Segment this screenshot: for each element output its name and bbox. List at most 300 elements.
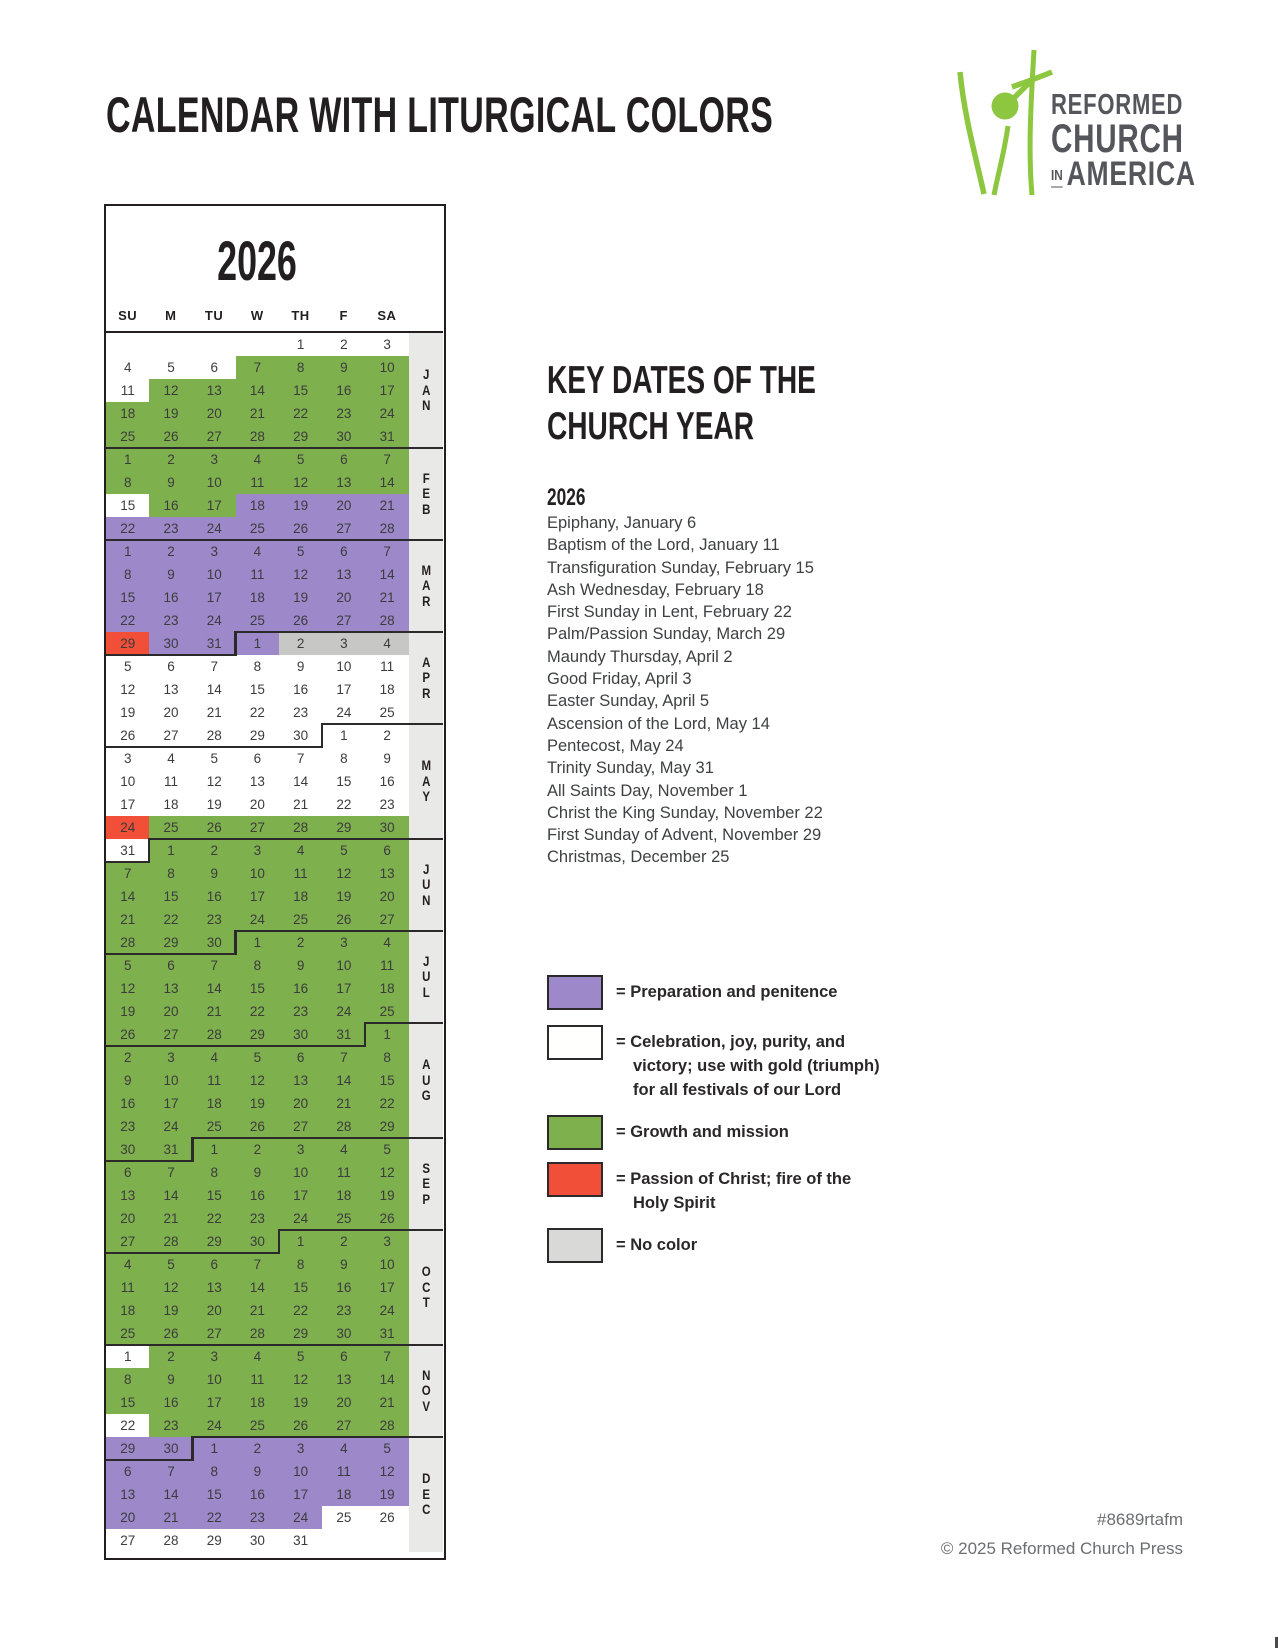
day-cell-aug-22 [365, 1092, 409, 1115]
day-cell-sep-4 [322, 1138, 366, 1161]
day-cell-jun-6 [365, 839, 409, 862]
day-number: 12 [293, 567, 309, 582]
day-cell-dec-20 [106, 1506, 150, 1529]
day-cell-sep-14 [149, 1184, 193, 1207]
day-cell-jun-24 [236, 908, 280, 931]
day-cell-mar-26 [279, 609, 323, 632]
day-number: 16 [206, 889, 222, 904]
day-cell-may-14 [279, 770, 323, 793]
day-number: 24 [379, 1303, 395, 1318]
day-number: 19 [293, 1395, 309, 1410]
legend-label-line: = Preparation and penitence [616, 983, 838, 1001]
day-cell-aug-8 [365, 1046, 409, 1069]
day-cell-feb-6 [322, 448, 366, 471]
day-number: 2 [296, 935, 305, 950]
month-label-letter: P [421, 1191, 430, 1207]
day-number: 2 [340, 337, 348, 352]
day-cell-nov-13 [322, 1368, 366, 1391]
day-number: 27 [120, 1234, 136, 1249]
day-cell-sep-18 [322, 1184, 366, 1207]
day-cell-aug-27 [279, 1115, 323, 1138]
day-number: 31 [379, 1326, 395, 1341]
day-number: 18 [206, 1096, 222, 1111]
day-cell-mar-18 [236, 586, 280, 609]
day-cell-sep-21 [149, 1207, 193, 1230]
month-boundary-line [148, 838, 150, 863]
day-cell-mar-29 [106, 632, 150, 655]
legend-swatch [547, 975, 603, 1010]
day-cell-jan-25 [106, 425, 150, 448]
day-number: 30 [293, 1027, 309, 1042]
day-cell-jan-21 [236, 402, 280, 425]
day-cell-aug-18 [192, 1092, 236, 1115]
day-number: 29 [293, 1326, 309, 1341]
day-number: 17 [293, 1487, 309, 1502]
key-date-item: First Sunday of Advent, November 29 [547, 826, 822, 845]
dow-header-sa: SA [377, 308, 397, 323]
day-cell-jun-3 [236, 839, 280, 862]
day-cell-sep-30 [236, 1230, 280, 1253]
day-number: 27 [336, 1418, 352, 1433]
key-date-item: Epiphany, January 6 [547, 514, 697, 532]
day-cell-apr-19 [106, 701, 150, 724]
day-number: 19 [163, 1303, 179, 1318]
day-number: 30 [249, 1234, 265, 1249]
day-cell-oct-17 [365, 1276, 409, 1299]
day-number: 4 [124, 1257, 132, 1272]
month-label-letter: F [422, 470, 430, 486]
day-cell-may-3 [106, 747, 150, 770]
day-number: 31 [379, 429, 395, 444]
day-number: 30 [336, 1326, 352, 1341]
day-cell-aug-14 [322, 1069, 366, 1092]
day-number: 23 [379, 797, 395, 812]
day-number: 9 [296, 958, 305, 973]
day-number: 30 [163, 1441, 179, 1456]
day-number: 25 [293, 912, 309, 927]
day-cell-feb-15 [106, 494, 150, 517]
day-cell-may-25 [149, 816, 193, 839]
day-number: 24 [206, 613, 222, 628]
day-cell-sep-11 [322, 1161, 366, 1184]
month-label-letter: J [422, 953, 429, 969]
day-cell-oct-29 [279, 1322, 323, 1345]
day-number: 12 [293, 1372, 309, 1387]
day-number: 27 [336, 521, 352, 536]
logo-in-label: IN [1051, 166, 1063, 188]
day-number: 13 [206, 1280, 222, 1295]
day-number: 6 [167, 659, 175, 674]
day-cell-dec-29 [192, 1529, 236, 1552]
dow-header-m: M [165, 308, 177, 323]
day-number: 29 [206, 1533, 222, 1548]
month-label-letter: E [421, 1486, 430, 1502]
day-number: 5 [340, 843, 348, 858]
day-number: 12 [163, 1280, 179, 1295]
day-cell-nov-9 [149, 1368, 193, 1391]
month-label-letter: G [421, 1088, 431, 1104]
day-cell-sep-5 [365, 1138, 409, 1161]
day-number: 12 [120, 682, 136, 697]
day-cell-sep-7 [149, 1161, 193, 1184]
day-cell-mar-11 [236, 563, 280, 586]
day-cell-aug-13 [279, 1069, 323, 1092]
day-cell-dec-10 [279, 1460, 323, 1483]
day-number: 26 [293, 613, 309, 628]
day-cell-nov-3 [192, 1345, 236, 1368]
day-number: 19 [336, 889, 352, 904]
day-cell-aug-24 [149, 1115, 193, 1138]
day-cell-jul-28 [192, 1023, 236, 1046]
day-number: 18 [293, 889, 309, 904]
day-cell-jun-29 [149, 931, 193, 954]
day-number: 2 [340, 1234, 348, 1249]
day-cell-feb-21 [365, 494, 409, 517]
day-number: 25 [336, 1211, 352, 1226]
day-cell-dec-6 [106, 1460, 150, 1483]
day-cell-mar-12 [279, 563, 323, 586]
key-date-item: Maundy Thursday, April 2 [547, 647, 733, 666]
legend-label [616, 1115, 789, 1150]
day-number: 10 [120, 774, 136, 789]
day-cell-nov-6 [322, 1345, 366, 1368]
day-cell-apr-21 [192, 701, 236, 724]
day-number: 7 [383, 452, 391, 467]
day-cell-nov-28 [365, 1414, 409, 1437]
day-number: 15 [163, 889, 179, 904]
day-cell-oct-9 [322, 1253, 366, 1276]
day-number: 22 [120, 521, 136, 536]
day-cell-jul-15 [236, 977, 280, 1000]
day-cell-jul-24 [322, 1000, 366, 1023]
day-cell-sep-12 [365, 1161, 409, 1184]
day-cell-jun-11 [279, 862, 323, 885]
day-number: 17 [249, 889, 265, 904]
day-cell-feb-17 [192, 494, 236, 517]
month-boundary-line [148, 838, 443, 840]
day-number: 14 [163, 1487, 179, 1502]
day-cell-aug-19 [236, 1092, 280, 1115]
day-cell-sep-29 [192, 1230, 236, 1253]
day-number: 1 [296, 1234, 305, 1249]
day-number: 19 [379, 1188, 395, 1203]
legend-label [616, 1025, 880, 1102]
liturgical-calendar [104, 204, 446, 1560]
day-cell-jun-7 [106, 862, 150, 885]
day-number: 24 [120, 820, 136, 835]
day-number: 22 [293, 406, 309, 421]
day-number: 29 [336, 820, 352, 835]
day-number: 4 [340, 1441, 348, 1456]
day-number: 25 [249, 1418, 265, 1433]
day-cell-apr-2 [279, 632, 323, 655]
day-cell-mar-4 [236, 540, 280, 563]
month-boundary-line [234, 930, 236, 955]
day-number: 29 [206, 1234, 222, 1249]
day-number: 1 [253, 636, 262, 651]
day-cell-apr-30 [279, 724, 323, 747]
day-number: 19 [120, 1004, 136, 1019]
legend-label-line: = No color [616, 1236, 698, 1254]
month-boundary-line [364, 1022, 366, 1047]
day-cell-jul-21 [192, 1000, 236, 1023]
day-cell-aug-20 [279, 1092, 323, 1115]
day-number: 10 [206, 475, 222, 490]
day-number: 27 [120, 1533, 136, 1548]
day-number: 18 [120, 1303, 136, 1318]
month-boundary-line [106, 1160, 194, 1162]
day-number: 3 [340, 935, 348, 950]
day-cell-oct-1 [279, 1230, 323, 1253]
day-cell-dec-1 [192, 1437, 236, 1460]
day-cell-nov-7 [365, 1345, 409, 1368]
legend-label-line: = Growth and mission [616, 1123, 789, 1141]
day-number: 23 [293, 1004, 309, 1019]
day-cell-may-11 [149, 770, 193, 793]
day-number: 19 [163, 406, 179, 421]
legend-label [616, 1162, 851, 1215]
month-label-jan [411, 333, 440, 448]
key-date-item: First Sunday in Lent, February 22 [547, 603, 792, 622]
day-number: 9 [340, 360, 348, 375]
day-number: 25 [120, 1326, 136, 1341]
day-number: 10 [293, 1464, 309, 1479]
day-number: 15 [206, 1487, 222, 1502]
day-cell-oct-2 [322, 1230, 366, 1253]
day-number: 9 [167, 1372, 175, 1387]
day-number: 20 [336, 1395, 352, 1410]
day-number: 31 [336, 1027, 352, 1042]
day-cell-mar-31 [192, 632, 236, 655]
day-number: 16 [120, 1096, 136, 1111]
day-number: 4 [210, 1050, 218, 1065]
day-cell-jan-17 [365, 379, 409, 402]
day-number: 7 [124, 866, 132, 881]
month-label-letter: N [421, 892, 430, 908]
day-cell-aug-30 [106, 1138, 150, 1161]
day-cell-jul-18 [365, 977, 409, 1000]
day-cell-dec-31 [279, 1529, 323, 1552]
day-cell-mar-6 [322, 540, 366, 563]
day-number: 27 [163, 1027, 179, 1042]
day-number: 18 [163, 797, 179, 812]
day-cell-may-10 [106, 770, 150, 793]
day-number: 28 [336, 1119, 352, 1134]
month-label-letter: N [421, 398, 430, 414]
dow-header-w: W [250, 308, 264, 323]
day-cell-nov-22 [106, 1414, 150, 1437]
day-cell-jun-23 [192, 908, 236, 931]
day-cell-apr-26 [106, 724, 150, 747]
day-number: 3 [210, 1349, 218, 1364]
day-number: 11 [250, 1372, 265, 1387]
day-number: 13 [336, 475, 352, 490]
key-date-item: Ascension of the Lord, May 14 [547, 714, 770, 733]
day-cell-jun-19 [322, 885, 366, 908]
month-label-letter: B [421, 501, 430, 517]
day-cell-oct-11 [106, 1276, 150, 1299]
legend-label-line: = Passion of Christ; fire of the [616, 1170, 852, 1188]
day-cell-may-29 [322, 816, 366, 839]
day-cell-dec-28 [149, 1529, 193, 1552]
day-number: 11 [380, 958, 395, 973]
day-number: 5 [296, 1349, 305, 1364]
day-cell-apr-17 [322, 678, 366, 701]
day-number: 21 [379, 498, 395, 513]
day-number: 9 [167, 475, 175, 490]
day-cell-feb-12 [279, 471, 323, 494]
day-cell-dec-25 [322, 1506, 366, 1529]
day-cell-jan-19 [149, 402, 193, 425]
day-cell-dec-23 [236, 1506, 280, 1529]
day-number: 9 [167, 567, 175, 582]
day-number: 26 [249, 1119, 265, 1134]
footer-copyright: © 2025 Reformed Church Press [940, 1539, 1183, 1558]
day-number: 18 [336, 1487, 352, 1502]
legend-label-line: for all festivals of our Lord [633, 1081, 842, 1099]
day-number: 1 [124, 544, 132, 559]
day-number: 21 [379, 1395, 395, 1410]
day-cell-jun-16 [192, 885, 236, 908]
day-number: 18 [120, 406, 136, 421]
day-cell-apr-14 [192, 678, 236, 701]
day-cell-jun-13 [365, 862, 409, 885]
day-cell-jun-18 [279, 885, 323, 908]
day-cell-may-7 [279, 747, 323, 770]
day-cell-may-2 [365, 724, 409, 747]
dow-header-f: F [339, 308, 348, 323]
day-cell-nov-24 [192, 1414, 236, 1437]
day-number: 16 [293, 981, 309, 996]
day-number: 11 [164, 774, 179, 789]
day-number: 19 [120, 705, 136, 720]
day-cell-sep-24 [279, 1207, 323, 1230]
day-number: 5 [296, 544, 305, 559]
day-cell-mar-10 [192, 563, 236, 586]
day-number: 3 [383, 1234, 391, 1249]
day-number: 18 [379, 981, 395, 996]
dow-header-tu: TU [204, 308, 224, 323]
day-cell-aug-5 [236, 1046, 280, 1069]
day-number: 26 [120, 728, 136, 743]
day-cell-sep-2 [236, 1138, 280, 1161]
day-cell-feb-26 [279, 517, 323, 540]
day-cell-apr-7 [192, 655, 236, 678]
day-number: 14 [120, 889, 136, 904]
day-number: 3 [167, 1050, 175, 1065]
day-number: 6 [210, 360, 218, 375]
day-number: 5 [383, 1441, 391, 1456]
calendar-grid [106, 206, 444, 1558]
day-cell-jun-14 [106, 885, 150, 908]
day-number: 12 [120, 981, 136, 996]
day-cell-feb-4 [236, 448, 280, 471]
day-cell-oct-8 [279, 1253, 323, 1276]
day-number: 5 [124, 958, 132, 973]
day-number: 27 [206, 429, 222, 444]
day-cell-jul-7 [192, 954, 236, 977]
day-cell-mar-30 [149, 632, 193, 655]
day-number: 16 [163, 498, 179, 513]
day-number: 17 [379, 383, 395, 398]
day-number: 7 [210, 659, 218, 674]
legend-item-2 [547, 1115, 789, 1150]
month-boundary-line [106, 1344, 443, 1346]
day-number: 20 [379, 889, 395, 904]
day-number: 7 [383, 1349, 391, 1364]
day-cell-jan-8 [279, 356, 323, 379]
month-label-letter: A [421, 382, 430, 398]
day-number: 8 [296, 360, 305, 375]
day-cell-dec-8 [192, 1460, 236, 1483]
day-number: 24 [163, 1119, 179, 1134]
day-cell-jul-30 [279, 1023, 323, 1046]
day-cell-oct-25 [106, 1322, 150, 1345]
day-cell-dec-12 [365, 1460, 409, 1483]
month-label-mar [411, 540, 440, 632]
day-number: 2 [167, 544, 175, 559]
month-label-oct [411, 1230, 440, 1345]
day-cell-dec-11 [322, 1460, 366, 1483]
day-number: 23 [336, 1303, 352, 1318]
day-cell-sep-3 [279, 1138, 323, 1161]
day-cell-dec-9 [236, 1460, 280, 1483]
day-cell-may-23 [365, 793, 409, 816]
day-cell-jun-27 [365, 908, 409, 931]
day-number: 27 [163, 728, 179, 743]
day-cell-jun-2 [192, 839, 236, 862]
day-cell-jun-22 [149, 908, 193, 931]
day-cell-jul-13 [149, 977, 193, 1000]
day-number: 9 [296, 659, 305, 674]
day-number: 3 [253, 843, 262, 858]
day-cell-nov-20 [322, 1391, 366, 1414]
day-cell-aug-7 [322, 1046, 366, 1069]
day-number: 1 [253, 935, 262, 950]
day-number: 15 [120, 498, 136, 513]
day-number: 1 [124, 452, 132, 467]
day-cell-oct-19 [149, 1299, 193, 1322]
day-cell-nov-5 [279, 1345, 323, 1368]
day-number: 6 [296, 1050, 305, 1065]
key-dates-year: 2026 [547, 484, 586, 511]
day-cell-oct-23 [322, 1299, 366, 1322]
day-cell-feb-8 [106, 471, 150, 494]
day-number: 13 [163, 981, 179, 996]
day-cell-nov-8 [106, 1368, 150, 1391]
day-cell-oct-15 [279, 1276, 323, 1299]
day-cell-dec-5 [365, 1437, 409, 1460]
day-cell-mar-17 [192, 586, 236, 609]
day-number: 3 [296, 1142, 305, 1157]
legend-swatch [547, 1228, 603, 1263]
day-number: 22 [379, 1096, 395, 1111]
day-cell-sep-23 [236, 1207, 280, 1230]
day-cell-jun-21 [106, 908, 150, 931]
day-number: 16 [249, 1487, 265, 1502]
day-number: 20 [206, 406, 222, 421]
day-number: 7 [253, 360, 262, 375]
day-cell-feb-7 [365, 448, 409, 471]
month-label-letter: D [421, 1471, 430, 1487]
day-cell-dec-21 [149, 1506, 193, 1529]
month-boundary-line [106, 1459, 194, 1461]
day-number: 22 [293, 1303, 309, 1318]
day-number: 8 [124, 475, 132, 490]
day-cell-jul-22 [236, 1000, 280, 1023]
day-cell-mar-3 [192, 540, 236, 563]
day-number: 5 [383, 1142, 391, 1157]
